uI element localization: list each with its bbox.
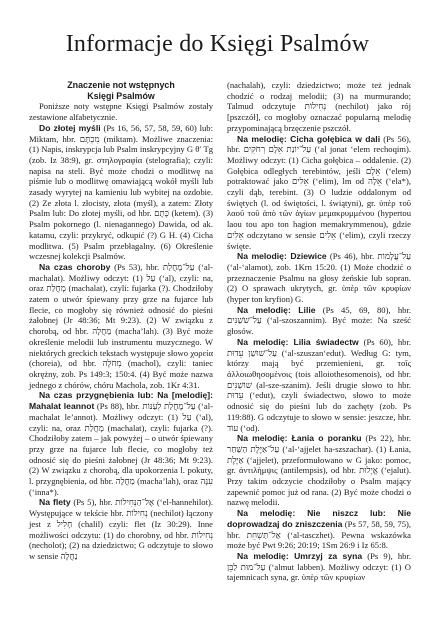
entry-paragraph	[29, 262, 213, 390]
entry-paragraph	[29, 123, 213, 262]
entry-heading: Na melodię: Lilia świadectw	[237, 336, 359, 347]
entry-paragraph	[29, 390, 213, 497]
entry-text: (Ps 53), hbr. עַל־מָחֲלַת (‘al-machalat). Możliwy odczyt: (1) עַל (‘al), czyli: na, oraz מָחֲלַת (machalat), czyli: fujarka (?). Chodziłoby zatem o utwór śpiewany przy grze na fujarce lub flecie, co mogłoby się również odnosić do pieśni żałobnej (Jr 48:36; Mt 9:23). (2) W związku z chorobą, od hbr. מַחֲלָה (machaʼlah). (3) Być może określenie melodii lub instrumentu muzycznego. W niektórych greckich tekstach występuje słowo χορεία (choreia), od hbr. מְחֹלָה (machol), czyli: taniec okrężny, zob. Ps 149:3; 150:4. (4) Być może nazwa jednego z chórów, chóru Machola, zob. 1Kr 4:31.	[29, 261, 214, 390]
left-column	[29, 80, 213, 562]
entry-text: (Ps 9), hbr. עַל־מוּת לַבֵּן (‘almut labben). Możliwy odczyt: (1) O tajemnicach syna, gr. ὑπὲρ τῶν κρυφίων	[227, 550, 411, 583]
entry-heading: Na melodię: Łania o poranku	[237, 433, 362, 444]
entry-text: (Ps 45, 69, 80), hbr. עַל־שֹׁשַׁנִּים (‘al-szoszannim). Być może: Na sześć głosów.	[227, 304, 411, 337]
continued-paragraph	[227, 80, 411, 134]
page-title: Informacje do Księgi Psalmów	[65, 31, 370, 57]
entry-text: (Ps 46), hbr. עַל־עֲלָמוֹת (‘al-‘alamot), zob. 1Krn 15:20. (1) Może chodzić o przeznaczenie Psalmu na głosy żeńskie lub sopran. (2) O sprawach ukrytych, gr. ὑπὲρ τῶν κρυφίων (hyper ton kryfion) G.	[227, 251, 411, 305]
entry-heading: Do złotej myśli	[39, 122, 101, 133]
entry-paragraph	[227, 551, 411, 583]
entry-text: (Ps 16, 56, 57, 58, 59, 60) lub: Miktam, hbr. מִכְתָּם (miktam). Możliwe znaczenia: (1) Napis, inskrypcja lub Psalm inskrypcyjny G θʹ Tg (zob. Iz 38:9), gr. στηλογραφία (stelografia); czyli: napisa na steli. Być może chodzi o modlitwę na piśmie lub o modlitwę omawiającą wokół myśli lub zasady wyrytej na kamieniu lub wybitej na ozdobie. (2) Ze złota l. złocisty, złota (myśl), a zatem: Złoty Psalm lub: Do złotej myśli, od hbr. כֶּתֶם (ketem). (3) Psalm pokornego (l. nienagannego) Dawida, od ak. katamu, czyli: przykryć, odkupić (?) G H. (4) Cicha modlitwa. (5) Psalm przebłagalny. (6) Określenie wczesnej kolekcji Psalmów.	[29, 122, 214, 262]
entry-text: (Ps 22), hbr. עַל־אַיֶּלֶת הַשַּׁחַר (‘al-‘ajjelet ha-szszachar). (1) Łania, אַיֶּלֶת (‘ajjelet), przeformułowano w G jako: pomoc, gr. ἀντιλήμψις (antilempsis), od hbr. אֱיָלוּת (‘ejalut). Przy takim odczycie chodziłoby o Psalm mający zapewnić pomoc już od rana. (2) Być może chodzi o nazwę melodii.	[227, 433, 412, 508]
entry-paragraph	[227, 251, 411, 305]
intro-text: Poniższe noty wstępne Księgi Psalmów zostały zestawione alfabetycznie.	[29, 101, 213, 123]
entry-text: (nachalah), czyli: dziedzictwo; może też jednak chodzić o rodzaj melodii; (3) na murmurando; Talmud odczytuje נְחִילוֹת (nechilot) jako rój [pszczół], co mogłoby oznaczać popularną melodię przypominającą brzęczenie pszczół.	[227, 80, 411, 133]
entry-text: (Ps 88), hbr. עַל־מָחֲלַת לְעַנּוֹת (‘al-machalat le’annot). Możliwy odczyt: (1) עַל (‘al), czyli: na, oraz מָחֲלַת (machalat), czyli: fujarka (?). Chodziłoby zatem – jak powyżej – o utwór śpiewany przy grze na fujarce lub flecie, co mogłoby też odnosić się do pieśni żałobnej (Jr 48:36; Mt 9:23). (2) W związku z chorobą, dla upokorzenia l. pokuty, l. przygnębienia, od hbr. מַחֲלָה (machaʼlah), oraz עִנָּה (‘inna*).	[29, 401, 213, 497]
intro-paragraph	[29, 101, 213, 122]
section-heading-line-1: Znaczenie not wstępnych	[67, 80, 175, 90]
entry-paragraph	[227, 508, 411, 551]
entry-text: (Ps 57, 58, 59, 75), hbr. אַל־תַּשְׁחֵת (‘al-tasczhet). Pewna wskazówka może być Pwt 9:26; 20:19; 1Sm 26:9 i Iz 65:8.	[227, 518, 411, 551]
right-column	[227, 80, 411, 583]
entry-paragraph	[227, 433, 411, 508]
entry-text: (Ps 60), hbr. עַל־שׁוּשַׁן עֵדוּת (‘al-szuszan‘edut). Według G: tym, którzy mają być przemienieni, gr. τοῖς ἀλλοιωθησομένοις (tois alloiothesomenois), od hbr. שׁוֹשַׁנִּים (al-sze-szanim). Jeśli drugie słowo to hbr. עֵדוּת (‘edut), czyli świadectwo, słowo to może odnosić się do pieśni lub do zachęty (zob. Ps 119:88). G odczytuje to słowo w sensie: jeszcze, hbr. עוֹד (‘od).	[227, 336, 411, 433]
entry-paragraph	[227, 134, 411, 252]
entry-heading: Na melodię: Lilie	[237, 304, 316, 315]
entry-heading: Na melodię: Cicha gołębica w dali	[237, 133, 381, 144]
entry-heading: Na czas choroby	[39, 261, 111, 272]
entry-heading: Na czas przygnębienia lub: Na [melodię]: Mahalat leannot	[29, 390, 213, 412]
entry-paragraph	[29, 497, 213, 561]
entry-heading: Na melodię: Umrzyj za syna	[237, 550, 363, 561]
entry-heading: Na flety	[39, 497, 71, 508]
entry-text: (Ps 56), hbr. עַל־יוֹנַת אֵלֶם רְחֹקִים (‘al jonat ‘elem rechoqim). Możliwy odczyt: (1) Cicha gołębica – oddalenie. (2) Gołębica odległych terebintów, jeśli אֵלֶם (‘elem) potraktować jako אֵלִים (‘elim), lm od אֵלָה (‘ela*), czyli dąb, terebint. (3) O ludzie oddalonym od świętych (l. od świętości, l. świątyni), gr. ὑπὲρ τοῦ λαοῦ τοῦ ἀπὸ τῶν ἁγίων μεμακρυμμένου (hypertou laou tou apo ton hagion memakrymmenou), gdzie אֵלִים odczytano w sensie אֵלִים (‘elim), czyli rzeczy święte.	[227, 133, 412, 251]
entry-text: (Ps 5), hbr. אֶל־הַנְּחִילוֹת (‘el-hannehilot). Występujące w tekście hbr. נְחִילוֹת (nechilot) łączony jest z חָלִיל (chalil) czyli: flet (Iz 30:29). Inne możliwości odczytu: (1) do chorobny, od hbr. נְחִילוֹת (necholot); (2) na dziedzictwo; G odczytuje to słowo w sensie נַחֲלָה	[29, 497, 213, 561]
section-heading-line-2: Księgi Psalmów	[87, 90, 155, 101]
entry-paragraph	[227, 305, 411, 337]
entry-heading: Na melodię: Nie niszcz lub: Nie doprowadzaj do zniszczenia	[227, 508, 411, 529]
entry-paragraph	[227, 337, 411, 433]
entry-heading: Na melodię: Dziewice	[237, 251, 327, 262]
